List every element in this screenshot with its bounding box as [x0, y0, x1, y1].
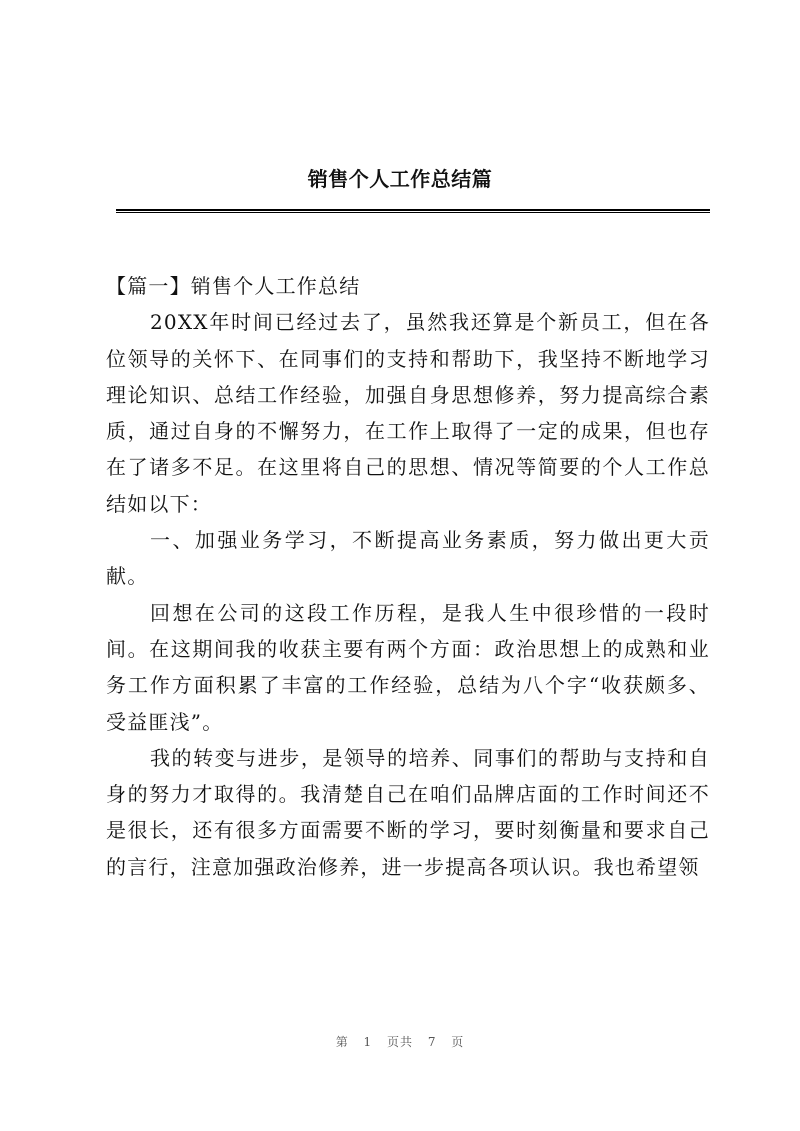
paragraph-3: 回想在公司的这段工作历程，是我人生中很珍惜的一段时间。在这期间我的收获主要有两个方面：政治思想上的成熟和业务工作方面积累了丰富的工作经验，总结为八个字“收获颇多、受益匪浅”。 — [106, 600, 710, 734]
section-heading: 【篇一】销售个人工作总结 — [106, 274, 361, 298]
paragraph-2: 一、加强业务学习，不断提高业务素质，努力做出更大贡献。 — [106, 528, 710, 589]
document-body — [106, 268, 710, 885]
page-number-footer: 第 1 页共 7 页 — [335, 1035, 465, 1049]
document-title: 销售个人工作总结篇 — [307, 167, 493, 191]
paragraph-1: 20XX年时间已经过去了，虽然我还算是个新员工，但在各位领导的关怀下、在同事们的支持和帮助下，我坚持不断地学习理论知识、总结工作经验，加强自身思想修养，努力提高综合素质，通过自身的不懈努力，在工作上取得了一定的成果，但也存在了诸多不足。在这里将自己的思想、情况等简要的个人工作总结如以下： — [106, 310, 710, 516]
title-divider — [116, 209, 710, 213]
paragraph-4: 我的转变与进步，是领导的培养、同事们的帮助与支持和自身的努力才取得的。我清楚自己在咱们品牌店面的工作时间还不是很长，还有很多方面需要不断的学习，要时刻衡量和要求自己的言行，注意加强政治修养，进一步提高各项认识。我也希望领 — [106, 745, 710, 879]
